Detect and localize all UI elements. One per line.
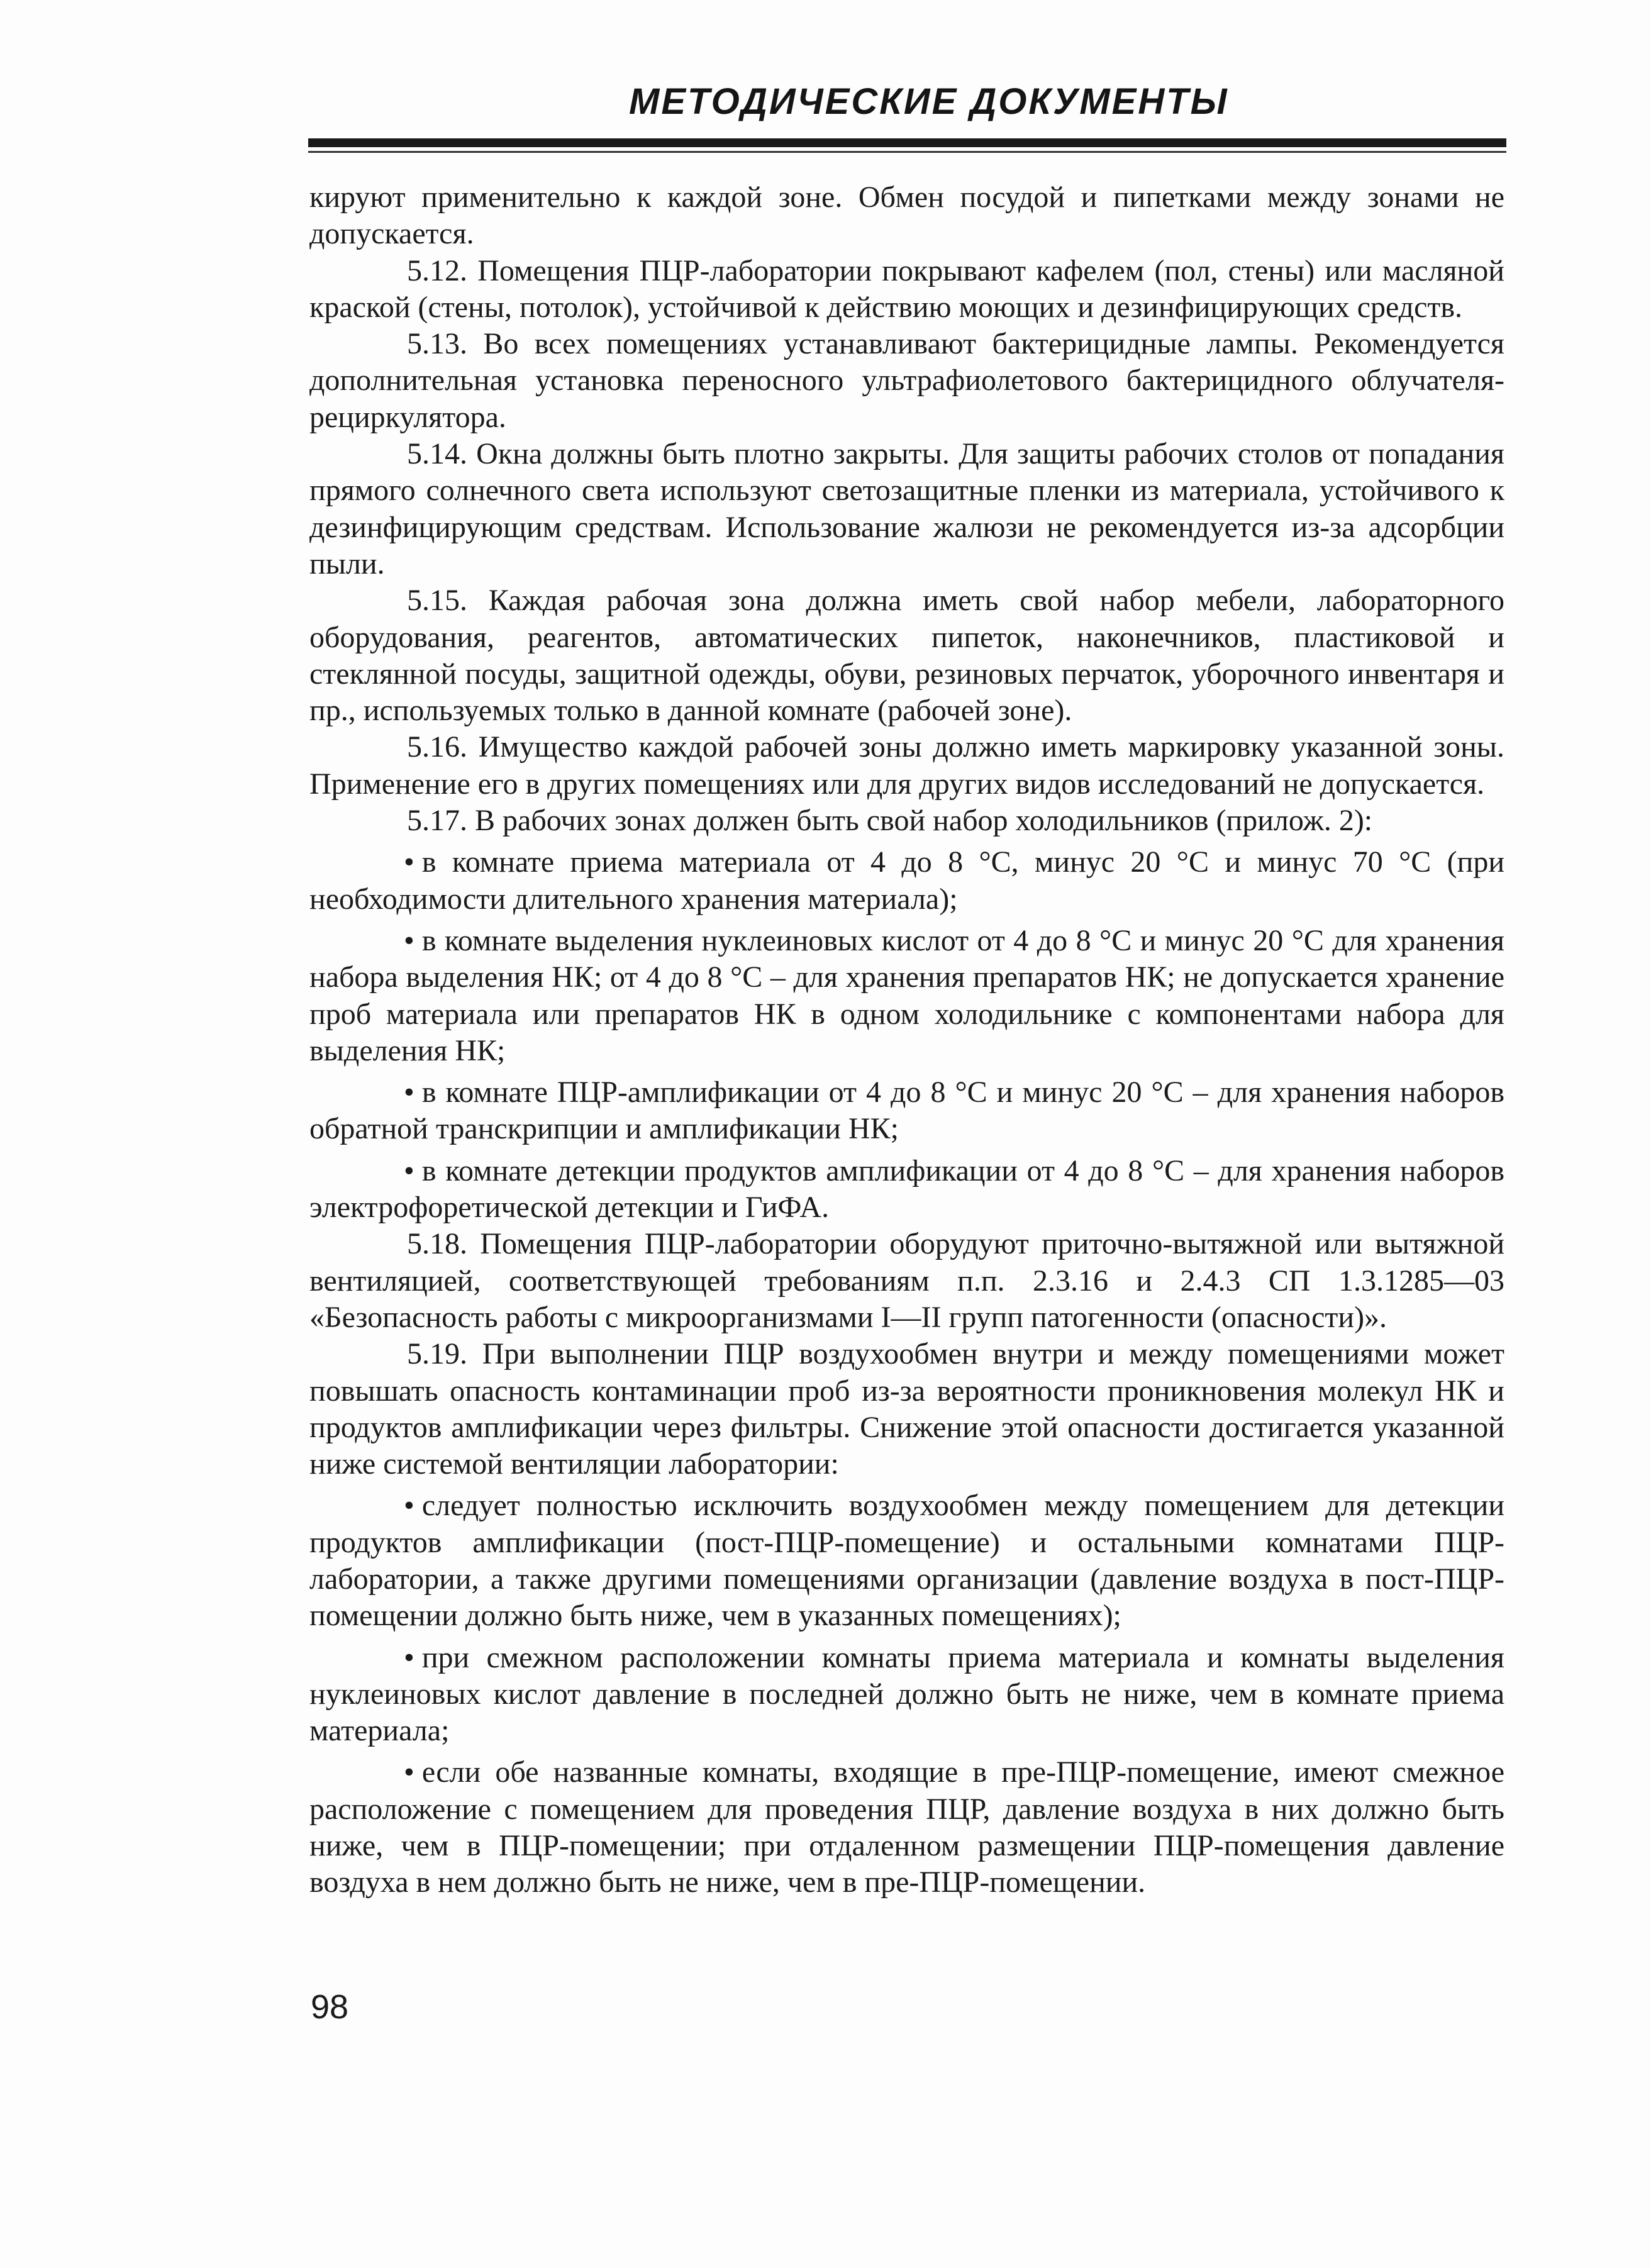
paragraph bbox=[309, 1336, 1504, 1482]
paragraph bbox=[309, 436, 1504, 582]
bullet-icon: • bbox=[404, 1489, 414, 1523]
paragraph-text: если обе названные комнаты, входящие в пре-ПЦР-помещение, имеют смежное расположение с помещением для проведения ПЦР, давление воздуха в них должно быть ниже, чем в ПЦР-помещении; при отдаленном размещении ПЦР-помещения давление воздуха в нем должно быть не ниже, чем в пре-ПЦР-помещении. bbox=[309, 1755, 1504, 1899]
paragraph-text: 5.14. Окна должны быть плотно закрыты. Для защиты рабочих столов от попадания прямого солнечного света используют светозащитные пленки из материала, устойчивого к дезинфицирующим средствам. Использование жалюзи не рекомендуется из-за адсорбции пыли. bbox=[309, 437, 1504, 581]
running-header-title: МЕТОДИЧЕСКИЕ ДОКУМЕНТЫ bbox=[629, 81, 1229, 122]
header-rule-thick bbox=[308, 138, 1506, 147]
paragraph-text: 5.15. Каждая рабочая зона должна иметь свой набор мебели, лабораторного оборудования, реагентов, автоматических пипеток, наконечников, пластиковой и стеклянной посуды, защитной одежды, обуви, резиновых перчаток, уборочного инвентаря и пр., используемых только в данной комнате (рабочей зоне). bbox=[309, 584, 1504, 728]
bullet-icon: • bbox=[404, 1640, 414, 1674]
paragraph bbox=[309, 326, 1504, 436]
paragraph bbox=[309, 729, 1504, 803]
paragraph-text: в комнате детекции продуктов амплификации от 4 до 8 °С – для хранения наборов электрофоретической детекции и ГиФА. bbox=[309, 1153, 1504, 1225]
paragraph-text: кируют применительно к каждой зоне. Обмен посудой и пипетками между зонами не допускается. bbox=[309, 181, 1504, 251]
paragraph-text: 5.18. Помещения ПЦР-лаборатории оборудуют приточно-вытяжной или вытяжной вентиляцией, соответствующей требованиям п.п. 2.3.16 и 2.4.3 СП 1.3.1285—03 «Безопасность работы с микроорганизмами I—II групп патогенности (опасности)». bbox=[309, 1227, 1504, 1334]
paragraph-text: следует полностью исключить воздухообмен между помещением для детекции продуктов амплификации (пост-ПЦР-помещение) и остальными комнатами ПЦР-лаборатории, а также другими помещениями организации (давление воздуха в пост-ПЦР-помещении должно быть ниже, чем в указанных помещениях); bbox=[309, 1489, 1504, 1633]
bullet-item bbox=[309, 1487, 1504, 1634]
bullet-icon: • bbox=[404, 1153, 414, 1187]
bullet-item bbox=[309, 1074, 1504, 1148]
bullet-icon: • bbox=[404, 1076, 414, 1109]
paragraph-continuation bbox=[309, 179, 1504, 253]
paragraph-text: 5.19. При выполнении ПЦР воздухообмен внутри и между помещениями может повышать опасность контаминации проб из-за вероятности проникновения молекул НК и продуктов амплификации через фильтры. Снижение этой опасности достигается указанной ниже системой вентиляции лаборатории: bbox=[309, 1337, 1504, 1481]
paragraph-text: в комнате приема материала от 4 до 8 °С, минус 20 °С и минус 70 °С (при необходимости длительного хранения материала); bbox=[309, 845, 1504, 916]
bullet-item bbox=[309, 923, 1504, 1069]
bullet-item bbox=[309, 1754, 1504, 1901]
paragraph-text: в комнате выделения нуклеиновых кислот от 4 до 8 °С и минус 20 °С для хранения набора выделения НК; от 4 до 8 °С – для хранения препаратов НК; не допускается хранение проб материала или препаратов НК в одном холодильнике с компонентами набора для выделения НК; bbox=[309, 923, 1504, 1067]
paragraph bbox=[309, 253, 1504, 326]
body-text bbox=[309, 179, 1504, 1901]
paragraph-text: 5.13. Во всех помещениях устанавливают бактерицидные лампы. Рекомендуется дополнительная установка переносного ультрафиолетового бактерицидного облучателя-рециркулятора. bbox=[309, 327, 1504, 434]
header-rule-thin bbox=[308, 151, 1506, 153]
paragraph-text: 5.16. Имущество каждой рабочей зоны должно иметь маркировку указанной зоны. Применение его в других помещениях или для других видов исследований не допускается. bbox=[309, 730, 1504, 801]
page-number: 98 bbox=[311, 1988, 349, 2026]
paragraph-text: 5.17. В рабочих зонах должен быть свой набор холодильников (прилож. 2): bbox=[407, 804, 1373, 838]
paragraph bbox=[309, 1226, 1504, 1336]
bullet-icon: • bbox=[404, 923, 414, 957]
bullet-item bbox=[309, 844, 1504, 918]
paragraph-text: при смежном расположении комнаты приема материала и комнаты выделения нуклеиновых кислот давление в последней должно быть не ниже, чем в комнате приема материала; bbox=[309, 1640, 1504, 1748]
bullet-icon: • bbox=[404, 1755, 414, 1789]
paragraph bbox=[309, 582, 1504, 729]
paragraph-text: 5.12. Помещения ПЦР-лаборатории покрывают кафелем (пол, стены) или масляной краской (стены, потолок), устойчивой к действию моющих и дезинфицирующих средств. bbox=[309, 253, 1504, 324]
bullet-item bbox=[309, 1153, 1504, 1226]
paragraph-text: в комнате ПЦР-амплификации от 4 до 8 °С и минус 20 °С – для хранения наборов обратной транскрипции и амплификации НК; bbox=[309, 1076, 1504, 1146]
bullet-item bbox=[309, 1640, 1504, 1750]
paragraph bbox=[309, 803, 1504, 839]
bullet-icon: • bbox=[404, 845, 414, 879]
